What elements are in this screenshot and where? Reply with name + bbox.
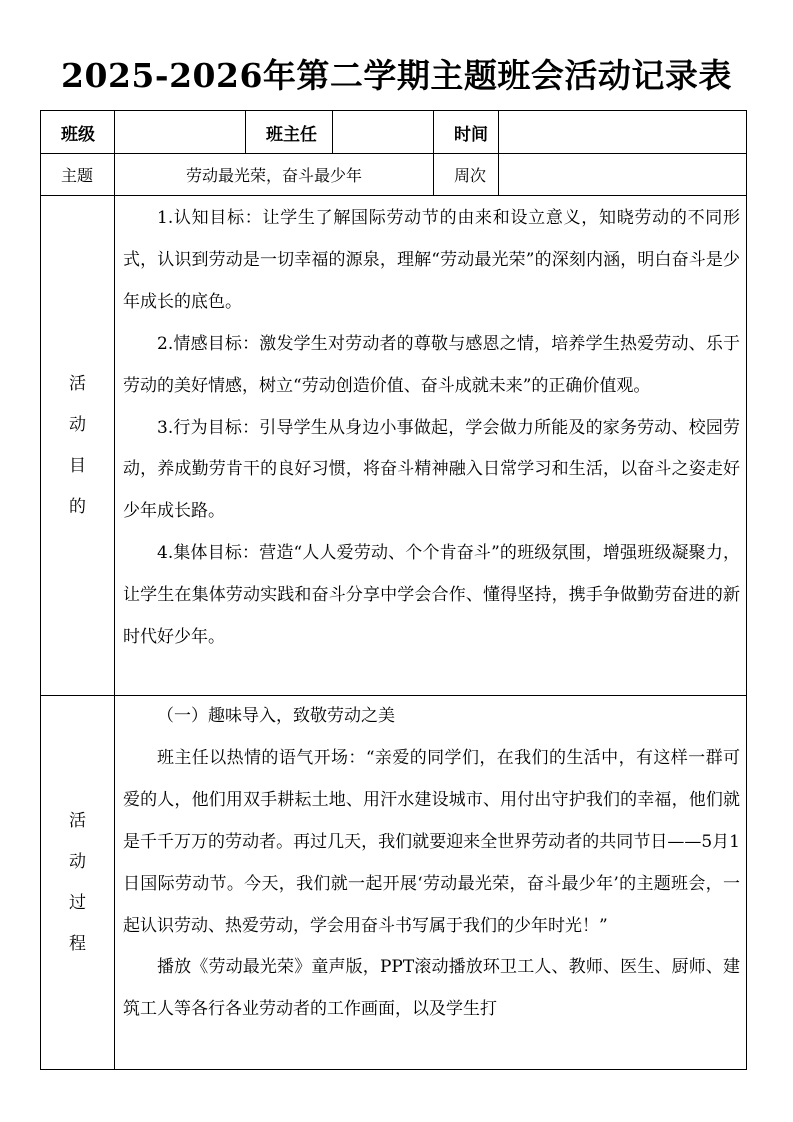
topic-value[interactable]: 劳动最光荣，奋斗最少年 bbox=[115, 154, 434, 196]
process-paragraph: 播放《劳动最光荣》童声版，PPT滚动播放环卫工人、教师、医生、厨师、建筑工人等各行各业劳动者的工作画面，以及学生打 bbox=[123, 957, 740, 1020]
process-content bbox=[115, 696, 747, 1070]
process-label bbox=[41, 696, 115, 1070]
process-label-char: 过 bbox=[69, 892, 86, 913]
teacher-field[interactable] bbox=[333, 111, 434, 154]
process-label-char: 程 bbox=[69, 933, 86, 954]
section-heading: （一）趣味导入，致敬劳动之美 bbox=[157, 706, 395, 726]
header-row-2 bbox=[41, 154, 747, 196]
purpose-paragraph: 1.认知目标：让学生了解国际劳动节的由来和设立意义，知晓劳动的不同形式，认识到劳动是一切幸福的源泉，理解“劳动最光荣”的深刻内涵，明白奋斗是少年成长的底色。 bbox=[123, 208, 740, 312]
process-label-char: 动 bbox=[69, 851, 86, 872]
purpose-content bbox=[115, 196, 747, 696]
purpose-label-char: 目 bbox=[69, 455, 86, 476]
purpose-paragraph: 2.情感目标：激发学生对劳动者的尊敬与感恩之情，培养学生热爱劳动、乐于劳动的美好情感，树立“劳动创造价值、奋斗成就未来”的正确价值观。 bbox=[123, 333, 740, 396]
purpose-paragraph: 4.集体目标：营造“人人爱劳动、个个肯奋斗”的班级氛围，增强班级凝聚力，让学生在集体劳动实践和奋斗分享中学会合作、懂得坚持，携手争做勤劳奋进的新时代好少年。 bbox=[123, 543, 740, 648]
purpose-label-char: 动 bbox=[69, 414, 86, 435]
time-field[interactable] bbox=[499, 111, 747, 154]
process-label-char: 活 bbox=[69, 810, 86, 831]
header-row-1 bbox=[41, 111, 747, 154]
purpose-label bbox=[41, 196, 115, 696]
week-field[interactable] bbox=[499, 154, 747, 196]
topic-label: 主题 bbox=[41, 154, 115, 196]
time-label: 时间 bbox=[434, 111, 499, 154]
class-field[interactable] bbox=[115, 111, 246, 154]
class-label: 班级 bbox=[41, 111, 115, 154]
purpose-label-char: 的 bbox=[69, 496, 86, 517]
process-paragraph: 班主任以热情的语气开场：“亲爱的同学们，在我们的生活中，有这样一群可爱的人，他们用双手耕耘土地、用汗水建设城市、用付出守护我们的幸福，他们就是千千万万的劳动者。再过几天，我们就要迎来全世界劳动者的共同节日——5月1日国际劳动节。今天，我们就一起开展‘劳动最光荣，奋斗最少年’的主题班会，一起认识劳动、热爱劳动，学会用奋斗书写属于我们的少年时光！” bbox=[123, 747, 740, 936]
teacher-label: 班主任 bbox=[246, 111, 333, 154]
purpose-label-char: 活 bbox=[69, 373, 86, 394]
week-label: 周次 bbox=[434, 154, 499, 196]
purpose-paragraph: 3.行为目标：引导学生从身边小事做起，学会做力所能及的家务劳动、校园劳动，养成勤劳肯干的良好习惯，将奋斗精神融入日常学习和生活，以奋斗之姿走好少年成长路。 bbox=[123, 417, 740, 522]
process-row bbox=[41, 696, 747, 1070]
purpose-row bbox=[41, 196, 747, 696]
record-table bbox=[40, 110, 747, 1070]
page-title: 2025-2026年第二学期主题班会活动记录表 bbox=[61, 56, 732, 95]
